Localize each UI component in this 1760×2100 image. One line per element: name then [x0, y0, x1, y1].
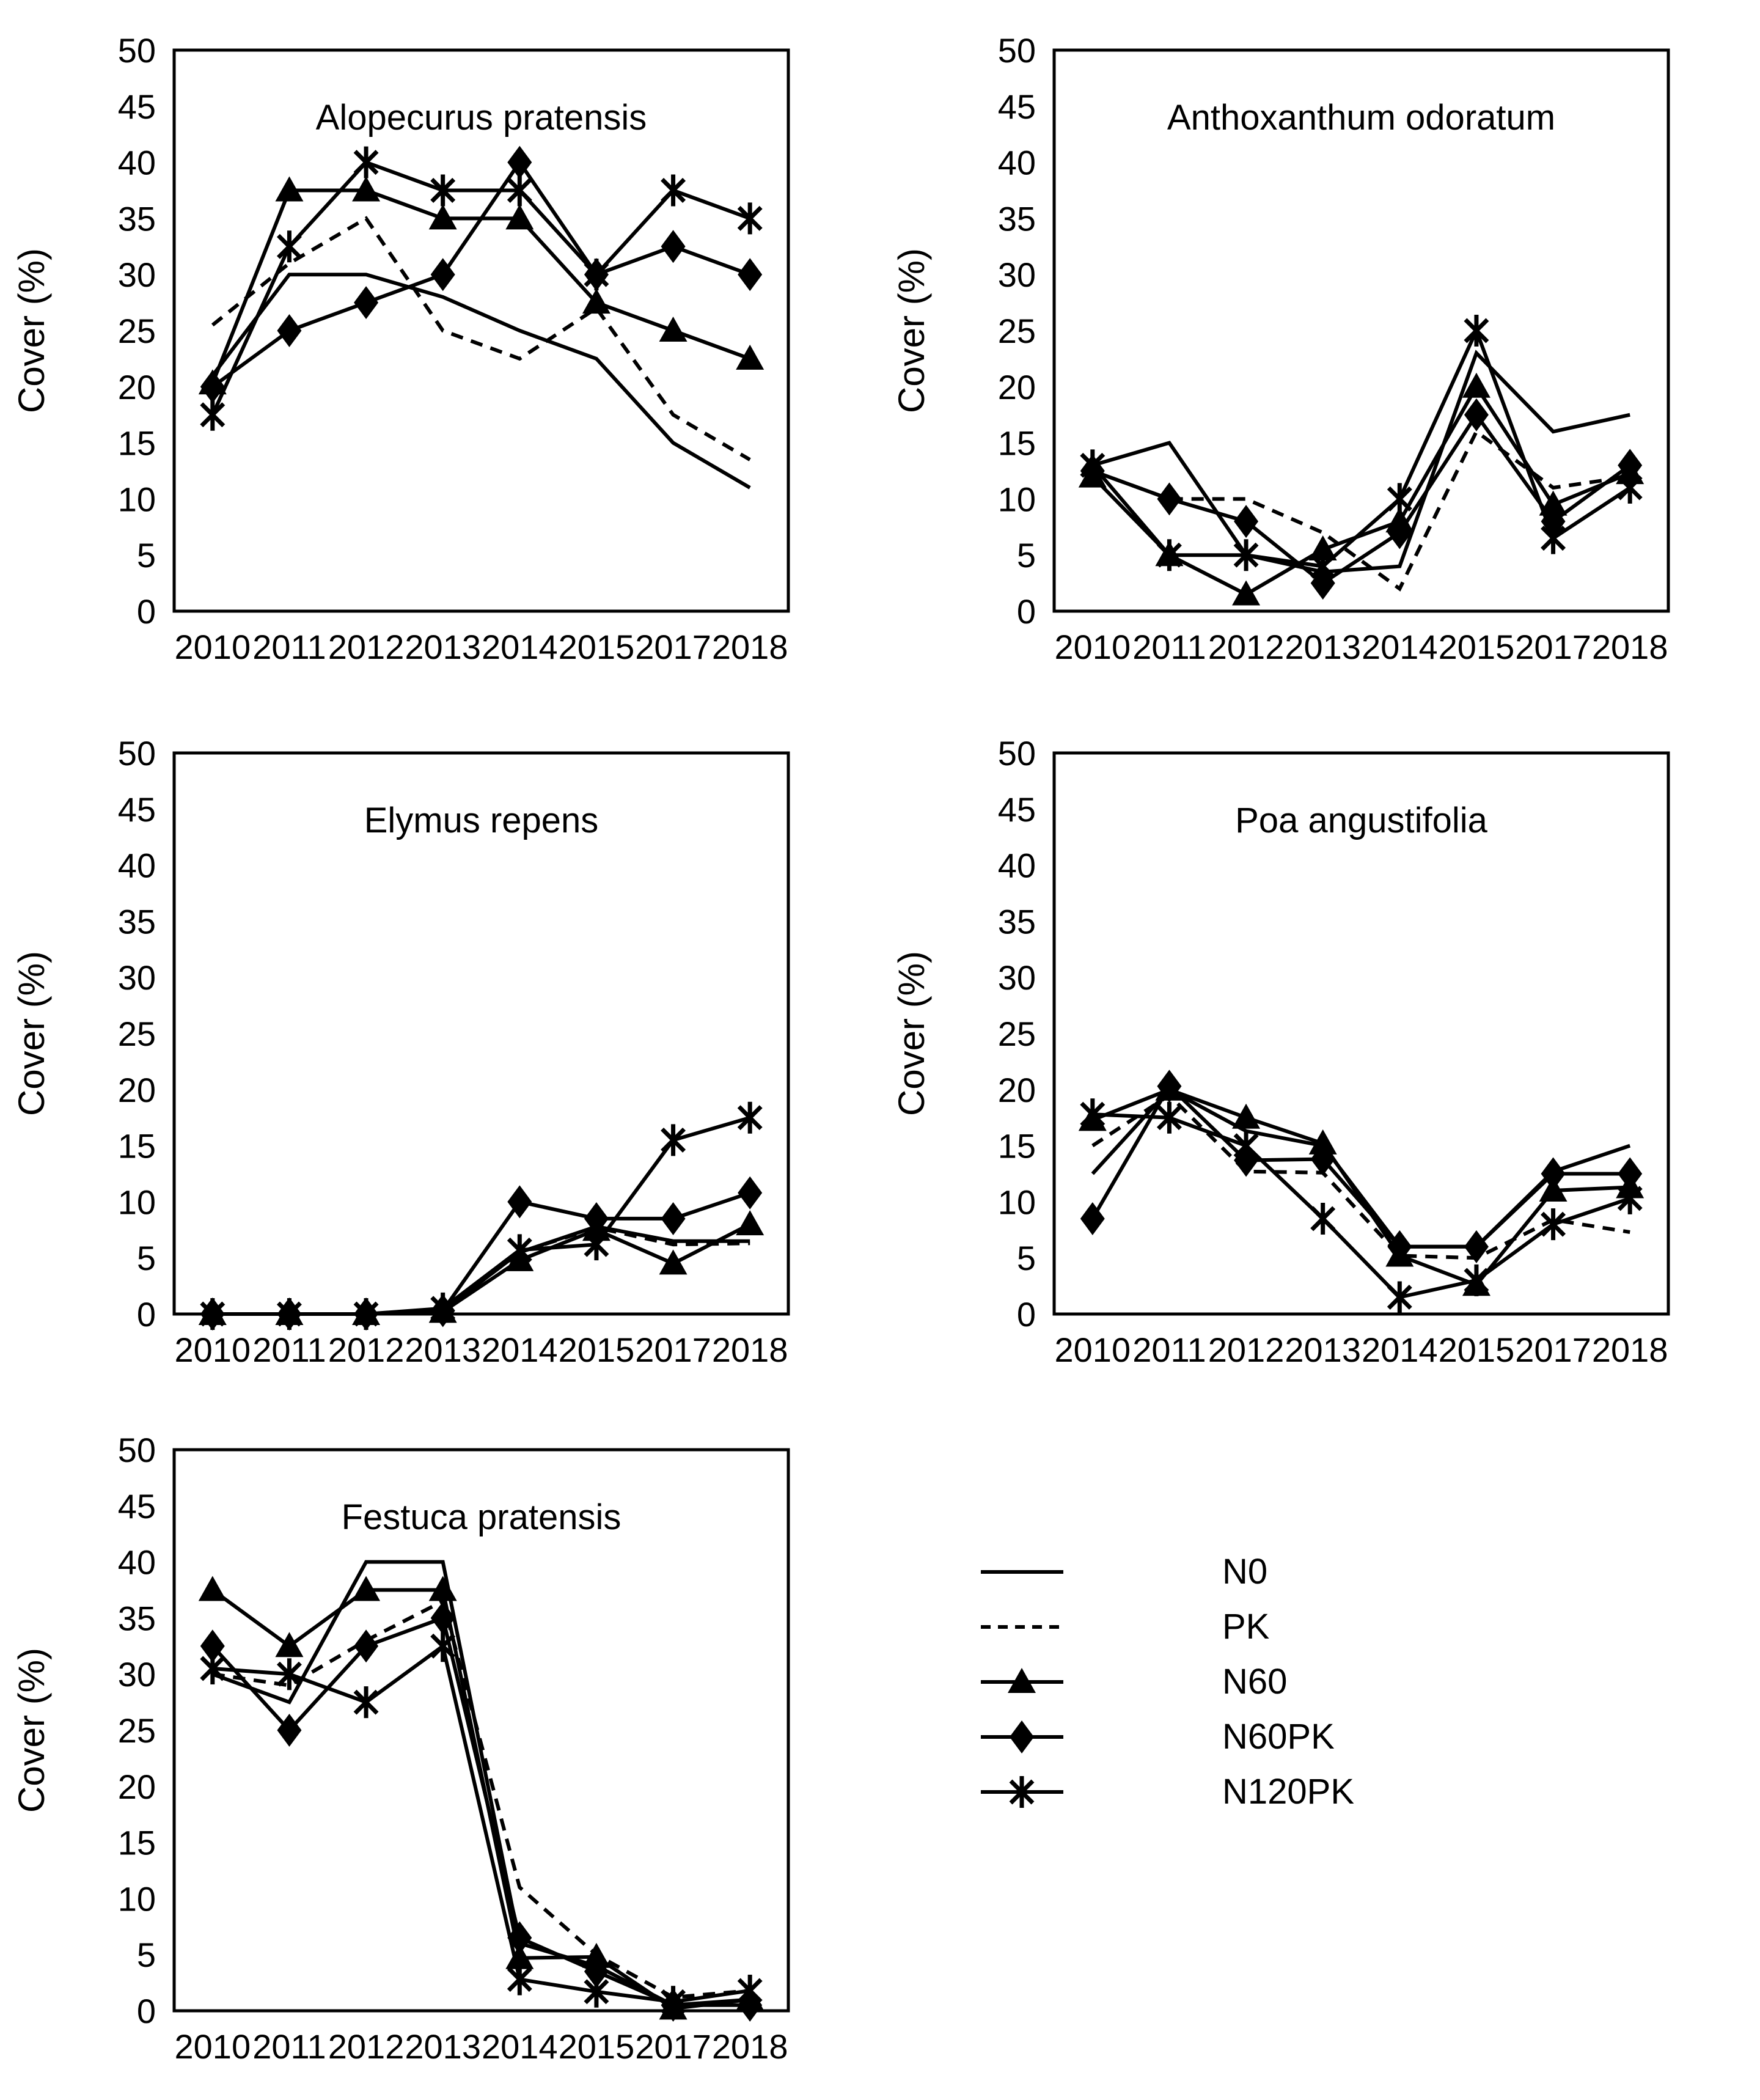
chart-title: Poa angustifolia: [1235, 801, 1487, 840]
y-tick-label: 10: [997, 1183, 1036, 1222]
asterisk-marker: [1465, 315, 1487, 347]
chart-elymus-repens: [0, 703, 880, 1403]
y-tick-label: 20: [997, 367, 1036, 406]
y-tick-label: 40: [117, 1543, 156, 1582]
y-tick-label: 50: [997, 734, 1036, 773]
x-tick-label: 2014: [1362, 1331, 1438, 1369]
diamond-marker: [661, 1202, 686, 1235]
y-tick-label: 15: [997, 424, 1036, 463]
asterisk-marker: [355, 1686, 377, 1718]
chart-festuca-pratensis: [0, 1400, 880, 2100]
y-tick-label: 40: [997, 143, 1036, 182]
chart-title: Anthoxanthum odoratum: [1167, 98, 1556, 138]
series-markers-N60: [1079, 1076, 1644, 1296]
y-tick-label: 30: [117, 958, 156, 997]
y-tick-label: 0: [136, 1992, 156, 2030]
x-tick-label: 2010: [174, 1331, 251, 1369]
triangle-marker: [736, 345, 764, 370]
x-tick-label: 2010: [1054, 628, 1131, 666]
legend-label: N120PK: [1222, 1772, 1355, 1812]
y-tick-label: 0: [136, 592, 156, 631]
series-markers-N120PK: [1082, 1098, 1641, 1313]
legend-item-N60PK: [978, 1717, 1354, 1757]
x-tick-label: 2013: [405, 1331, 481, 1369]
asterisk-marker: [202, 399, 224, 431]
x-tick-label: 2012: [328, 1331, 405, 1369]
x-tick-label: 2013: [405, 628, 481, 666]
y-tick-label: 10: [117, 1183, 156, 1222]
y-tick-label: 35: [997, 902, 1036, 941]
y-axis-title: Cover (%): [11, 1647, 52, 1813]
x-tick-label: 2015: [1438, 1331, 1515, 1369]
x-tick-label: 2012: [1208, 1331, 1285, 1369]
x-tick-label: 2012: [328, 2027, 405, 2066]
chart-panel-poa-angustifolia: [880, 703, 1760, 1403]
y-tick-label: 15: [997, 1126, 1036, 1166]
y-tick-label: 15: [117, 1126, 156, 1166]
diamond-marker: [738, 258, 762, 291]
legend-item-N60: [978, 1662, 1354, 1702]
x-tick-label: 2013: [1285, 628, 1361, 666]
x-tick-label: 2015: [558, 2027, 635, 2066]
x-tick-label: 2014: [482, 628, 558, 666]
y-tick-label: 20: [117, 1070, 156, 1109]
y-tick-label: 40: [117, 846, 156, 885]
y-tick-label: 0: [136, 1295, 156, 1334]
y-axis-title: Cover (%): [891, 248, 932, 414]
legend-label: N60PK: [1222, 1717, 1335, 1757]
asterisk-marker: [1312, 1203, 1334, 1235]
x-tick-label: 2014: [1362, 628, 1438, 666]
diamond-marker: [1234, 505, 1258, 538]
x-tick-label: 2014: [482, 1331, 558, 1369]
y-tick-label: 10: [117, 1879, 156, 1918]
legend-item-N0: [978, 1552, 1354, 1592]
y-tick-label: 5: [136, 1936, 156, 1975]
chart-panel-elymus-repens: [0, 703, 880, 1403]
x-tick-label: 2015: [1438, 628, 1515, 666]
y-tick-label: 50: [117, 1431, 156, 1469]
triangle-marker: [659, 317, 688, 342]
diamond-marker: [1541, 1158, 1566, 1191]
y-tick-label: 5: [136, 536, 156, 575]
series-line-N120PK: [1093, 1114, 1630, 1297]
legend: [978, 1552, 1354, 1812]
legend-label: PK: [1222, 1607, 1270, 1647]
y-tick-label: 15: [117, 1823, 156, 1862]
x-tick-label: 2011: [252, 2027, 326, 2066]
x-tick-label: 2011: [1132, 628, 1206, 666]
y-tick-label: 25: [117, 1711, 156, 1750]
chart-poa-angustifolia: [880, 703, 1760, 1403]
chart-alopecurus-pratensis: [0, 0, 880, 700]
y-tick-label: 0: [1016, 1295, 1036, 1334]
triangle-marker: [1232, 1104, 1260, 1129]
legend-label: N0: [1222, 1552, 1268, 1592]
chart-panel-anthoxanthum-odoratum: [880, 0, 1760, 700]
y-tick-label: 20: [997, 1070, 1036, 1109]
x-tick-label: 2010: [1054, 1331, 1131, 1369]
x-tick-label: 2010: [174, 628, 251, 666]
x-tick-label: 2018: [1591, 1331, 1668, 1369]
x-tick-label: 2017: [1515, 1331, 1591, 1369]
diamond-marker: [277, 314, 301, 347]
y-tick-label: 25: [997, 1015, 1036, 1053]
x-tick-label: 2011: [252, 628, 326, 666]
y-tick-label: 5: [1016, 1239, 1036, 1278]
x-tick-label: 2015: [558, 1331, 635, 1369]
y-tick-label: 45: [117, 790, 156, 829]
y-tick-label: 30: [117, 1655, 156, 1694]
legend-symbol-N60PK: [978, 1717, 1209, 1757]
y-tick-label: 25: [117, 1015, 156, 1053]
y-tick-label: 20: [117, 367, 156, 406]
chart-panel-alopecurus-pratensis: [0, 0, 880, 700]
x-tick-label: 2012: [1208, 628, 1285, 666]
asterisk-marker: [739, 1102, 761, 1134]
y-tick-label: 30: [997, 958, 1036, 997]
y-axis-title: Cover (%): [11, 950, 52, 1117]
diamond-marker: [354, 286, 378, 319]
series-markers-N120PK: [1082, 315, 1641, 582]
y-tick-label: 15: [117, 424, 156, 463]
y-tick-label: 30: [117, 255, 156, 295]
x-tick-label: 2014: [482, 2027, 558, 2066]
legend-symbol-N60: [978, 1662, 1209, 1702]
x-tick-label: 2015: [558, 628, 635, 666]
x-tick-label: 2011: [252, 1331, 326, 1369]
y-tick-label: 35: [117, 199, 156, 238]
chart-title: Alopecurus pratensis: [315, 98, 647, 138]
series-line-N0: [213, 274, 750, 488]
y-tick-label: 35: [117, 902, 156, 941]
x-tick-label: 2018: [711, 1331, 788, 1369]
x-tick-label: 2010: [174, 2027, 251, 2066]
y-tick-label: 50: [997, 31, 1036, 70]
legend-label: N60: [1222, 1662, 1288, 1702]
legend-symbol-N120PK: [978, 1772, 1209, 1812]
x-tick-label: 2017: [635, 628, 711, 666]
legend-symbol-N0: [978, 1552, 1209, 1592]
y-tick-label: 50: [117, 734, 156, 773]
y-tick-label: 20: [117, 1767, 156, 1806]
legend-item-PK: [978, 1607, 1354, 1647]
y-tick-label: 25: [117, 312, 156, 350]
legend-marker-diamond: [1010, 1720, 1034, 1753]
x-tick-label: 2012: [328, 628, 405, 666]
y-axis-title: Cover (%): [891, 950, 932, 1117]
chart-title: Festuca pratensis: [341, 1497, 622, 1537]
triangle-marker: [1232, 580, 1260, 605]
y-tick-label: 0: [1016, 592, 1036, 631]
series-line-N120PK: [213, 1646, 750, 2002]
triangle-marker: [199, 1576, 227, 1601]
y-tick-label: 50: [117, 31, 156, 70]
legend-panel: [880, 1400, 1760, 2100]
chart-panel-festuca-pratensis: [0, 1400, 880, 2100]
x-tick-label: 2018: [711, 2027, 788, 2066]
x-tick-label: 2013: [405, 2027, 481, 2066]
series-markers-N120PK: [202, 1630, 761, 2017]
chart-anthoxanthum-odoratum: [880, 0, 1760, 700]
legend-item-N120PK: [978, 1772, 1354, 1812]
y-tick-label: 25: [997, 312, 1036, 350]
y-tick-label: 30: [997, 255, 1036, 295]
y-axis-title: Cover (%): [11, 248, 52, 414]
diamond-marker: [1157, 482, 1181, 515]
x-tick-label: 2017: [635, 2027, 711, 2066]
y-tick-label: 40: [997, 846, 1036, 885]
y-tick-label: 5: [1016, 536, 1036, 575]
x-tick-label: 2018: [711, 628, 788, 666]
diamond-marker: [661, 230, 686, 263]
series-line-PK: [213, 1601, 750, 1997]
y-tick-label: 40: [117, 143, 156, 182]
y-tick-label: 45: [117, 1486, 156, 1525]
triangle-marker: [736, 1210, 764, 1235]
chart-title: Elymus repens: [364, 801, 599, 840]
diamond-marker: [738, 1177, 762, 1210]
triangle-marker: [275, 1632, 303, 1657]
x-tick-label: 2017: [635, 1331, 711, 1369]
x-tick-label: 2011: [1132, 1331, 1206, 1369]
y-tick-label: 5: [136, 1239, 156, 1278]
x-tick-label: 2017: [1515, 628, 1591, 666]
y-tick-label: 45: [117, 87, 156, 126]
y-tick-label: 35: [117, 1599, 156, 1638]
y-tick-label: 10: [997, 480, 1036, 519]
x-tick-label: 2018: [1591, 628, 1668, 666]
triangle-marker: [659, 1249, 688, 1274]
y-tick-label: 35: [997, 199, 1036, 238]
x-tick-label: 2013: [1285, 1331, 1361, 1369]
diamond-marker: [1010, 1720, 1034, 1753]
asterisk-marker: [739, 202, 761, 234]
y-tick-label: 10: [117, 480, 156, 519]
y-tick-label: 45: [997, 790, 1036, 829]
legend-symbol-PK: [978, 1607, 1209, 1647]
y-tick-label: 45: [997, 87, 1036, 126]
